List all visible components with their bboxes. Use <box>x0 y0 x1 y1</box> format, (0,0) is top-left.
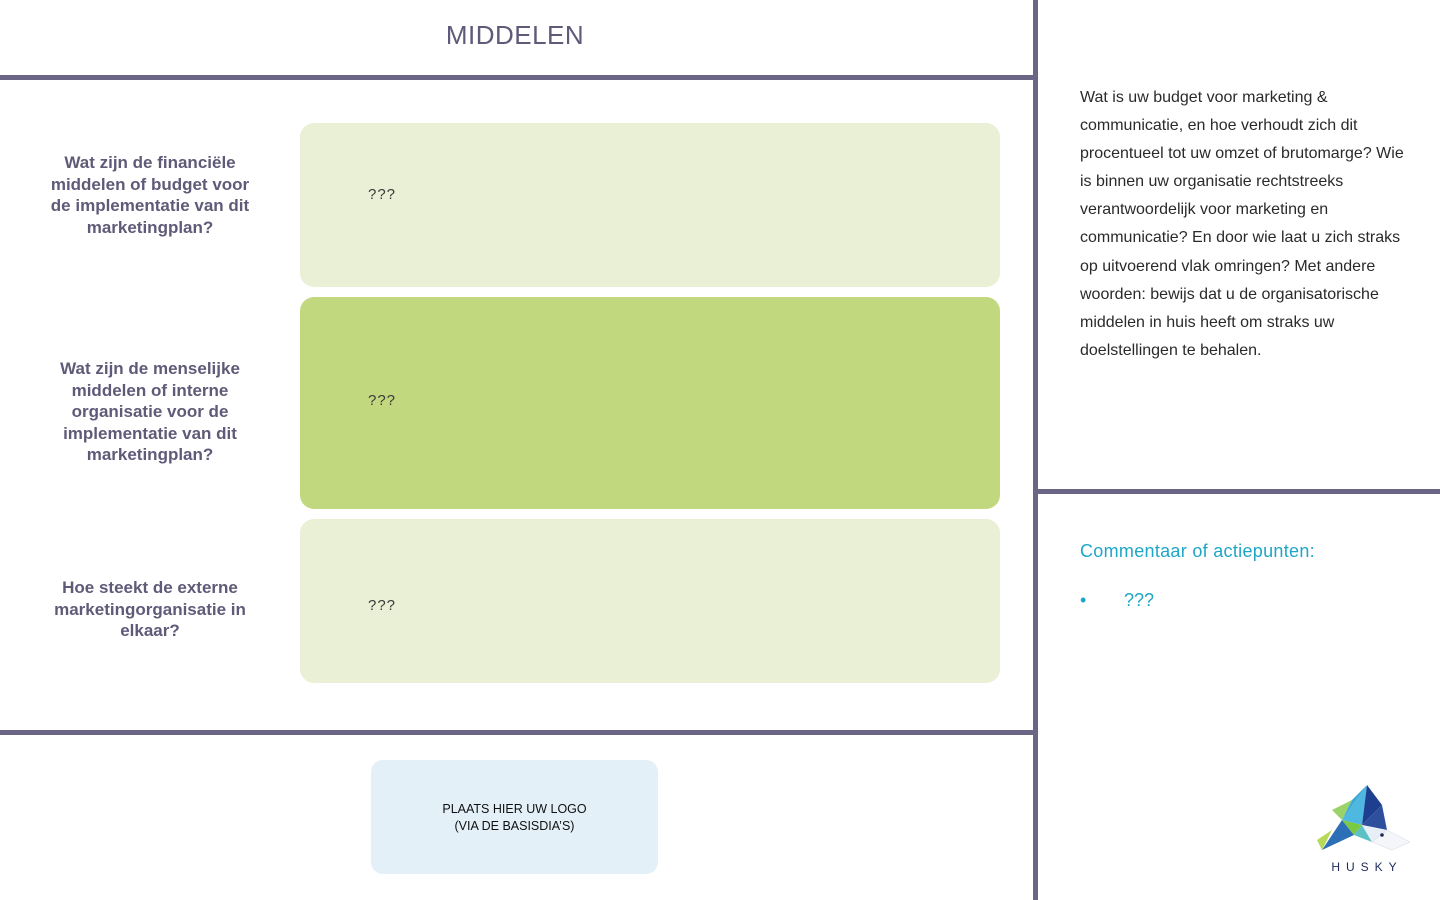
answer-text: ??? <box>368 597 397 614</box>
question-financial: Wat zijn de financiële middelen of budget voor de implementatie van dit marketingplan? <box>50 153 250 237</box>
sidebar-divider <box>1036 489 1440 494</box>
question-external-organisation: Hoe steekt de externe marketingorganisatie in elkaar? <box>54 578 246 640</box>
sidebar-intro-text: Wat is uw budget voor marketing & communicatie, en hoe verhoudt zich dit procentueel tot uw omzet of brutomarge? Wie is binnen uw organisatie rechtstreeks verantwoordelijk voor marketing en communicatie? En door wie laat u zich straks op uitvoerend vlak omringen? Met andere woorden: bewijs dat u de organisatorische middelen in huis heeft om straks uw doelstellingen te behalen. <box>1080 89 1404 359</box>
logo-placeholder-line1: PLAATS HIER UW LOGO <box>442 802 587 816</box>
comment-bullet-item[interactable] <box>1080 590 1154 611</box>
answer-text: ??? <box>368 392 397 409</box>
logo-placeholder-text <box>371 801 658 834</box>
comment-text: ??? <box>1124 590 1155 610</box>
logo-placeholder[interactable] <box>371 760 658 874</box>
bullet-icon: • <box>1080 590 1087 610</box>
header-divider <box>0 75 1036 80</box>
answer-box-external-organisation[interactable] <box>300 519 1000 683</box>
answer-box-financial[interactable] <box>300 123 1000 287</box>
question-human-resources: Wat zijn de menselijke middelen of interne organisatie voor de implementatie van dit marketingplan? <box>60 359 240 464</box>
comments-title: Commentaar of actiepunten: <box>1080 541 1315 561</box>
vertical-divider <box>1033 0 1038 900</box>
answer-box-human-resources[interactable] <box>300 297 1000 509</box>
husky-logo <box>1312 780 1422 880</box>
brand-name: HUSKY <box>1331 860 1403 874</box>
footer-divider <box>0 730 1036 735</box>
page-title: MIDDELEN <box>445 20 585 50</box>
answer-text: ??? <box>368 186 397 203</box>
logo-placeholder-line2: (VIA DE BASISDIA’S) <box>454 818 575 833</box>
